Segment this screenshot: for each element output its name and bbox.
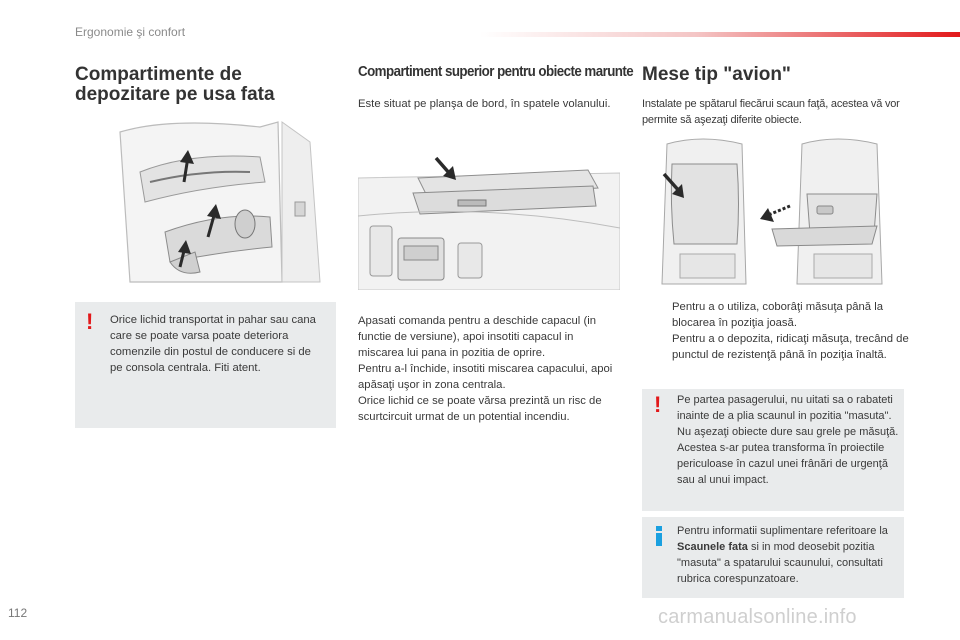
- info-text: [677, 523, 901, 587]
- airplane-tables-heading: [642, 65, 932, 85]
- airplane-warning-text-2: Nu aşezaţi obiecte dure sau grele pe măsuţă. Acestea s-ar putea transforma în proiectile periculoase în cazul unei frânări de urgenţă sau al unui impact.: [677, 426, 899, 486]
- door-storage-illustration: [110, 112, 336, 289]
- close-instructions: Pentru a-l închide, insotiti miscarea capacului, apoi apăsaţi uşor in zona centrala.: [358, 363, 613, 391]
- upper-compartment-instructions: [358, 313, 620, 425]
- warning-icon: !: [654, 392, 662, 417]
- info-icon: [656, 526, 662, 546]
- dashboard-compartment-illustration: [358, 148, 620, 290]
- info-text-prefix: Pentru informatii suplimentare referitoare la: [677, 525, 888, 537]
- airplane-tables-intro: Instalate pe spătarul fiecărui scaun faţă, acestea vă vor permite să aşezaţi diferite obiecte.: [642, 98, 900, 126]
- bullet-item-raise: [642, 331, 912, 363]
- door-compartments-title-line1: Compartimente de: [75, 64, 242, 85]
- header-accent-bar: [480, 32, 960, 37]
- watermark: carmanualsonline.info: [658, 606, 857, 628]
- bullet-item-lower: [642, 299, 912, 331]
- warning-icon: !: [86, 309, 94, 334]
- info-box: [642, 517, 904, 598]
- bullet-text-raise: Pentru a o depozita, ridicaţi măsuţa, trecând de punctul de rezistenţă până în poziţia înaltă.: [672, 333, 909, 361]
- info-text-suffix: si in mod deosebit pozitia "masuta" a spatarului scaunului, consultati rubrica corespunzatoare.: [677, 541, 883, 585]
- seatback-table-illustration: [642, 134, 904, 292]
- upper-compartment-title: Compartiment superior pentru obiecte marunte: [358, 64, 634, 80]
- upper-compartment-heading: [358, 64, 634, 80]
- airplane-table-bullets: [642, 299, 912, 363]
- open-instructions: Apasati comanda pentru a deschide capacul (in functie de versiune), apoi insotiti capacul in miscarea lui pana in pozitia de oprire.: [358, 315, 597, 359]
- page-number: 112: [8, 606, 28, 620]
- airplane-tables-title: Mese tip "avion": [642, 64, 791, 85]
- airplane-warning-box: [642, 389, 904, 511]
- section-title: Ergonomie şi confort: [75, 25, 186, 39]
- spill-risk-text: Orice lichid ce se poate vărsa prezintă un risc de scurtcircuit urmat de un potential incendiu.: [358, 395, 602, 423]
- bullet-text-lower: Pentru a o utiliza, coborâţi măsuţa până la blocarea în poziţia joasă.: [672, 301, 884, 329]
- door-compartments-title-line2: depozitare pe usa fata: [75, 83, 275, 105]
- door-warning-text: Orice lichid transportat in pahar sau cana care se poate varsa poate deteriora comenzile din postul de conducere si de pe consola centrala. Fiti atent.: [110, 314, 316, 374]
- door-compartments-heading: [75, 65, 335, 105]
- door-warning-box: [75, 302, 336, 428]
- info-text-link-term: Scaunele fata: [677, 541, 748, 553]
- airplane-warning-text-1: Pe partea pasagerului, nu uitati sa o rabateti inainte de a plia scaunul in pozitia "masuta".: [677, 394, 893, 422]
- upper-compartment-intro: Este situat pe planşa de bord, în spatele volanului.: [358, 98, 611, 110]
